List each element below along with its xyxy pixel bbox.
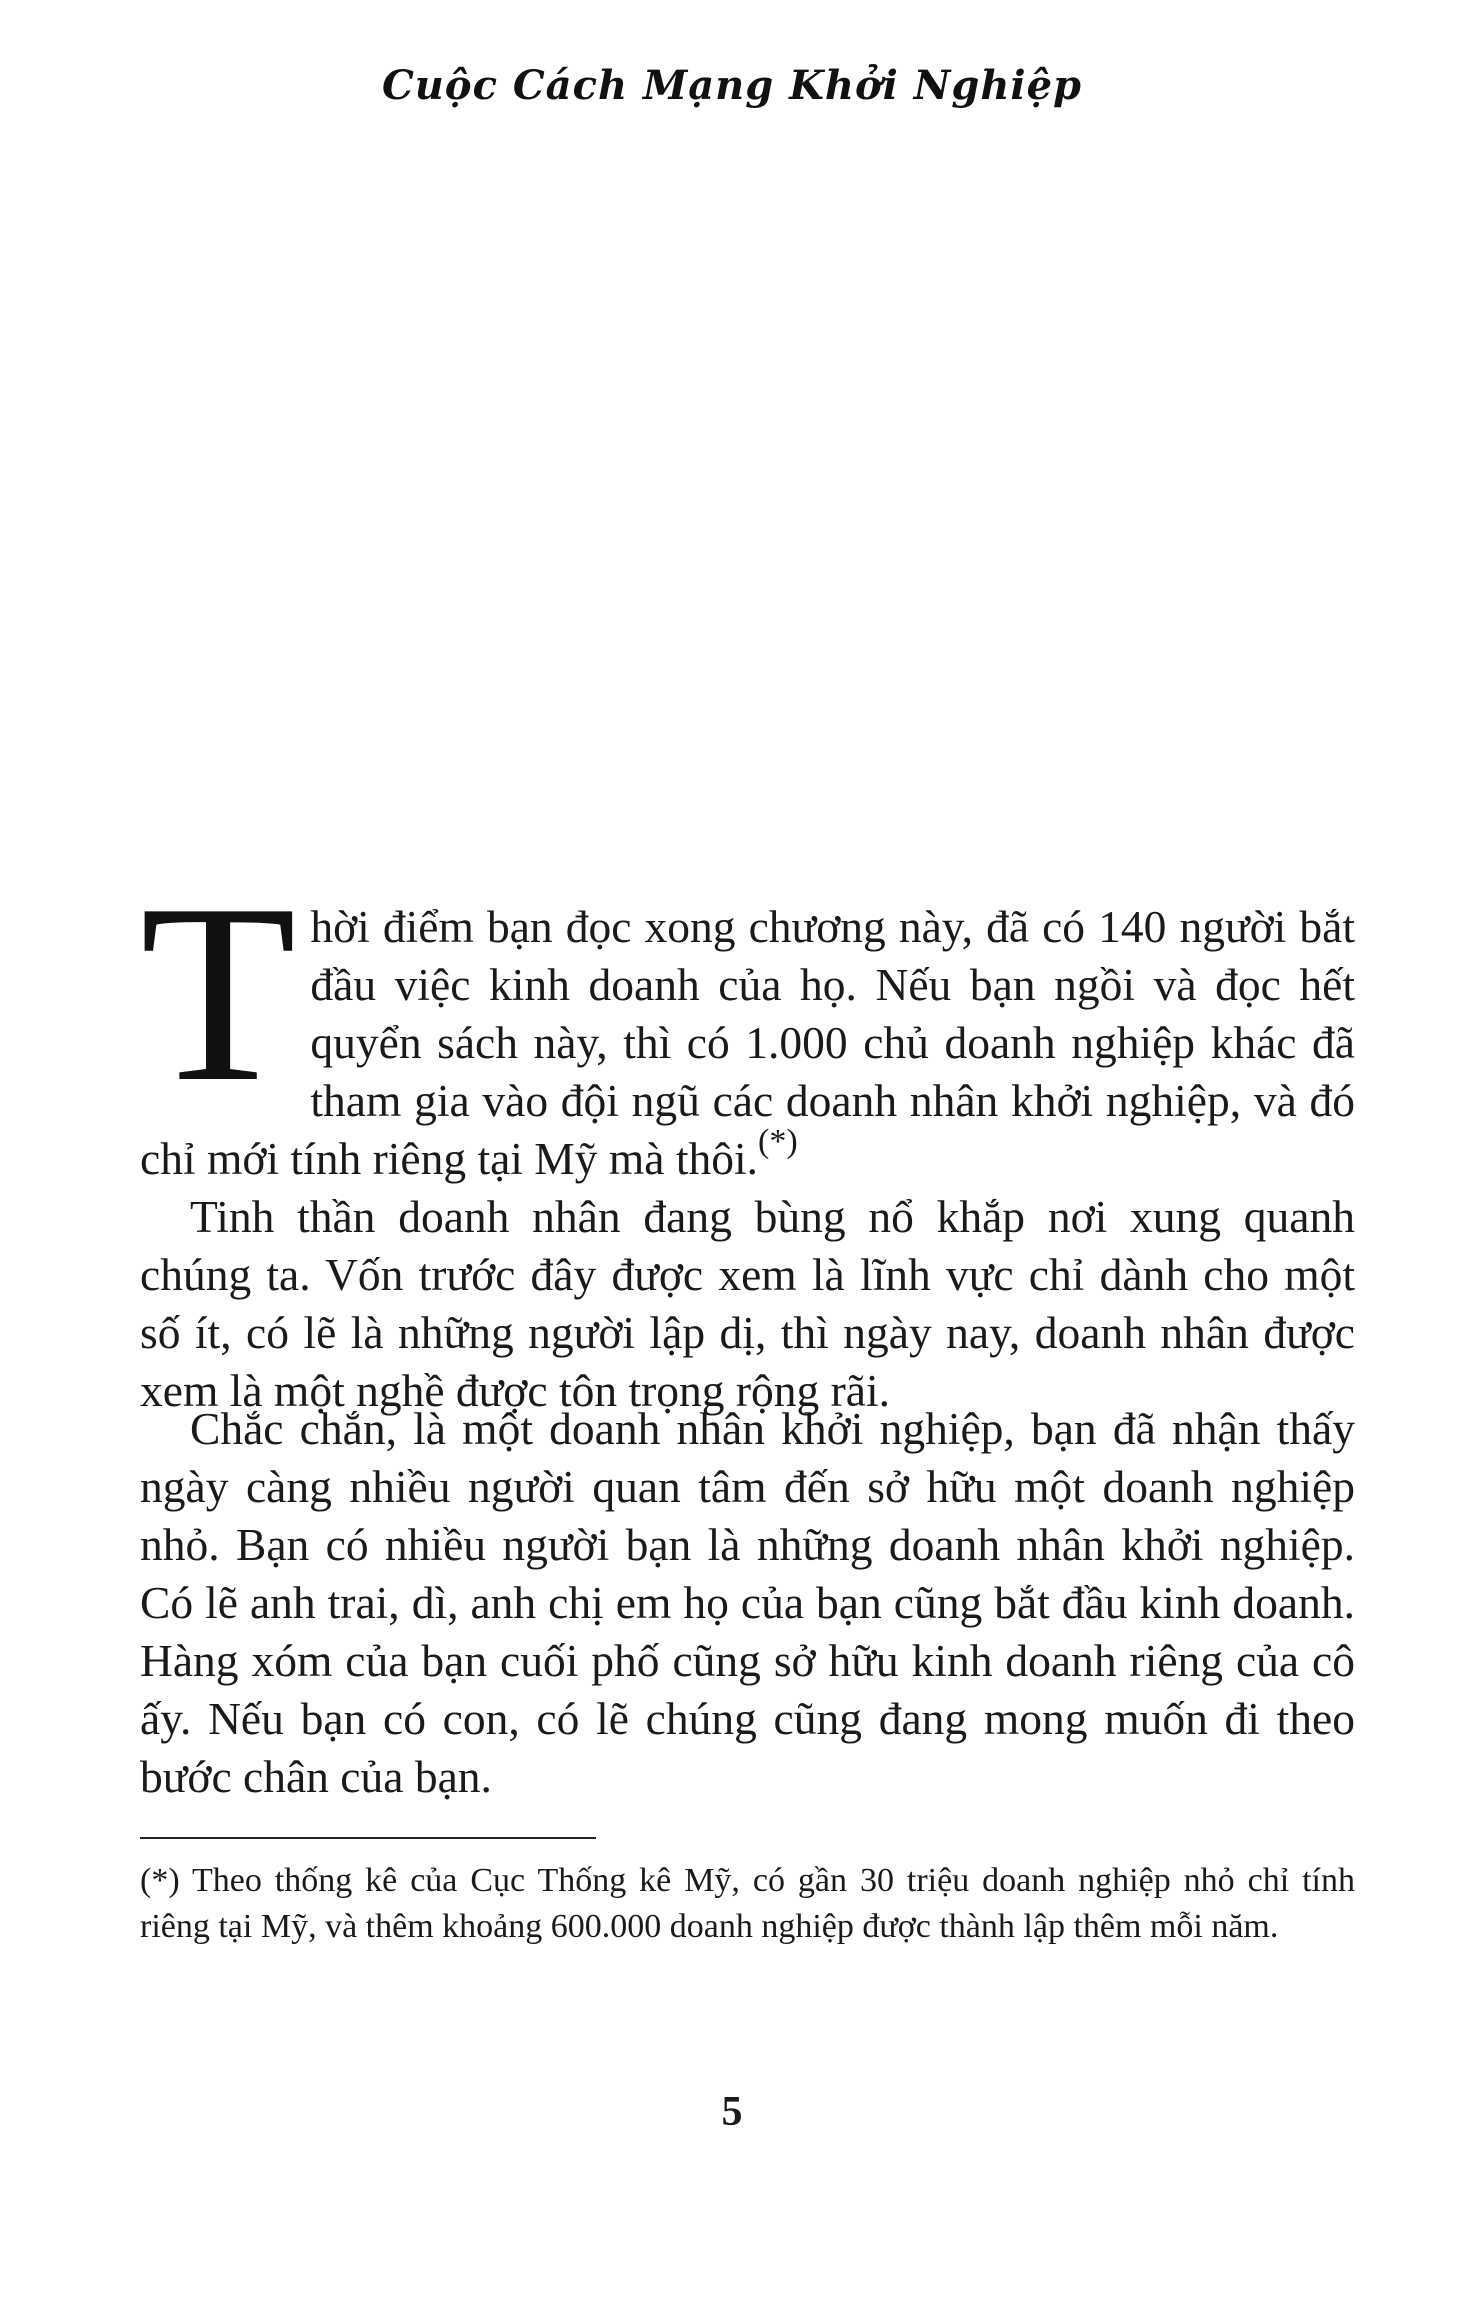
paragraph-2: Tinh thần doanh nhân đang bùng nổ khắp nơi xung quanh chúng ta. Vốn trước đây được xem là lĩnh vực chỉ dành cho một số ít, có lẽ là những người lập dị, thì ngày nay, doanh nhân được xem là một nghề được tôn trọng rộng rãi. bbox=[140, 1191, 1355, 1416]
paragraph-2-block bbox=[140, 1188, 1355, 1420]
footnote-divider bbox=[140, 1837, 596, 1839]
opening-paragraph bbox=[140, 852, 1355, 1184]
page-number: 5 bbox=[721, 2089, 743, 2135]
paragraph-3-block bbox=[140, 1400, 1355, 1806]
opening-paragraph-text bbox=[140, 852, 1355, 1188]
running-header: Cuộc Cách Mạng Khởi Nghiệp bbox=[381, 62, 1083, 109]
drop-cap: T bbox=[140, 852, 297, 1135]
footnote-text: (*) Theo thống kê của Cục Thống kê Mỹ, có gần 30 triệu doanh nghiệp nhỏ chỉ tính riêng tại Mỹ, và thêm khoảng 600.000 doanh nghiệp được thành lập thêm mỗi năm. bbox=[140, 1862, 1355, 1945]
opening-text: hời điểm bạn đọc xong chương này, đã có 140 người bắt đầu việc kinh doanh của họ. Nếu bạn ngồi và đọc hết quyển sách này, thì có 1.000 chủ doanh nghiệp khác đã tham gia vào đội ngũ các doanh nhân khởi nghiệp, và đó chỉ mới tính riêng tại Mỹ mà thôi. bbox=[140, 901, 1355, 1184]
footnote-reference: (*) bbox=[758, 1123, 798, 1160]
paragraph-3: Chắc chắn, là một doanh nhân khởi nghiệp, bạn đã nhận thấy ngày càng nhiều người quan tâm đến sở hữu một doanh nghiệp nhỏ. Bạn có nhiều người bạn là những doanh nhân khởi nghiệp. Có lẽ anh trai, dì, anh chị em họ của bạn cũng bắt đầu kinh doanh. Hàng xóm của bạn cuối phố cũng sở hữu kinh doanh riêng của cô ấy. Nếu bạn có con, có lẽ chúng cũng đang mong muốn đi theo bước chân của bạn. bbox=[140, 1403, 1355, 1802]
